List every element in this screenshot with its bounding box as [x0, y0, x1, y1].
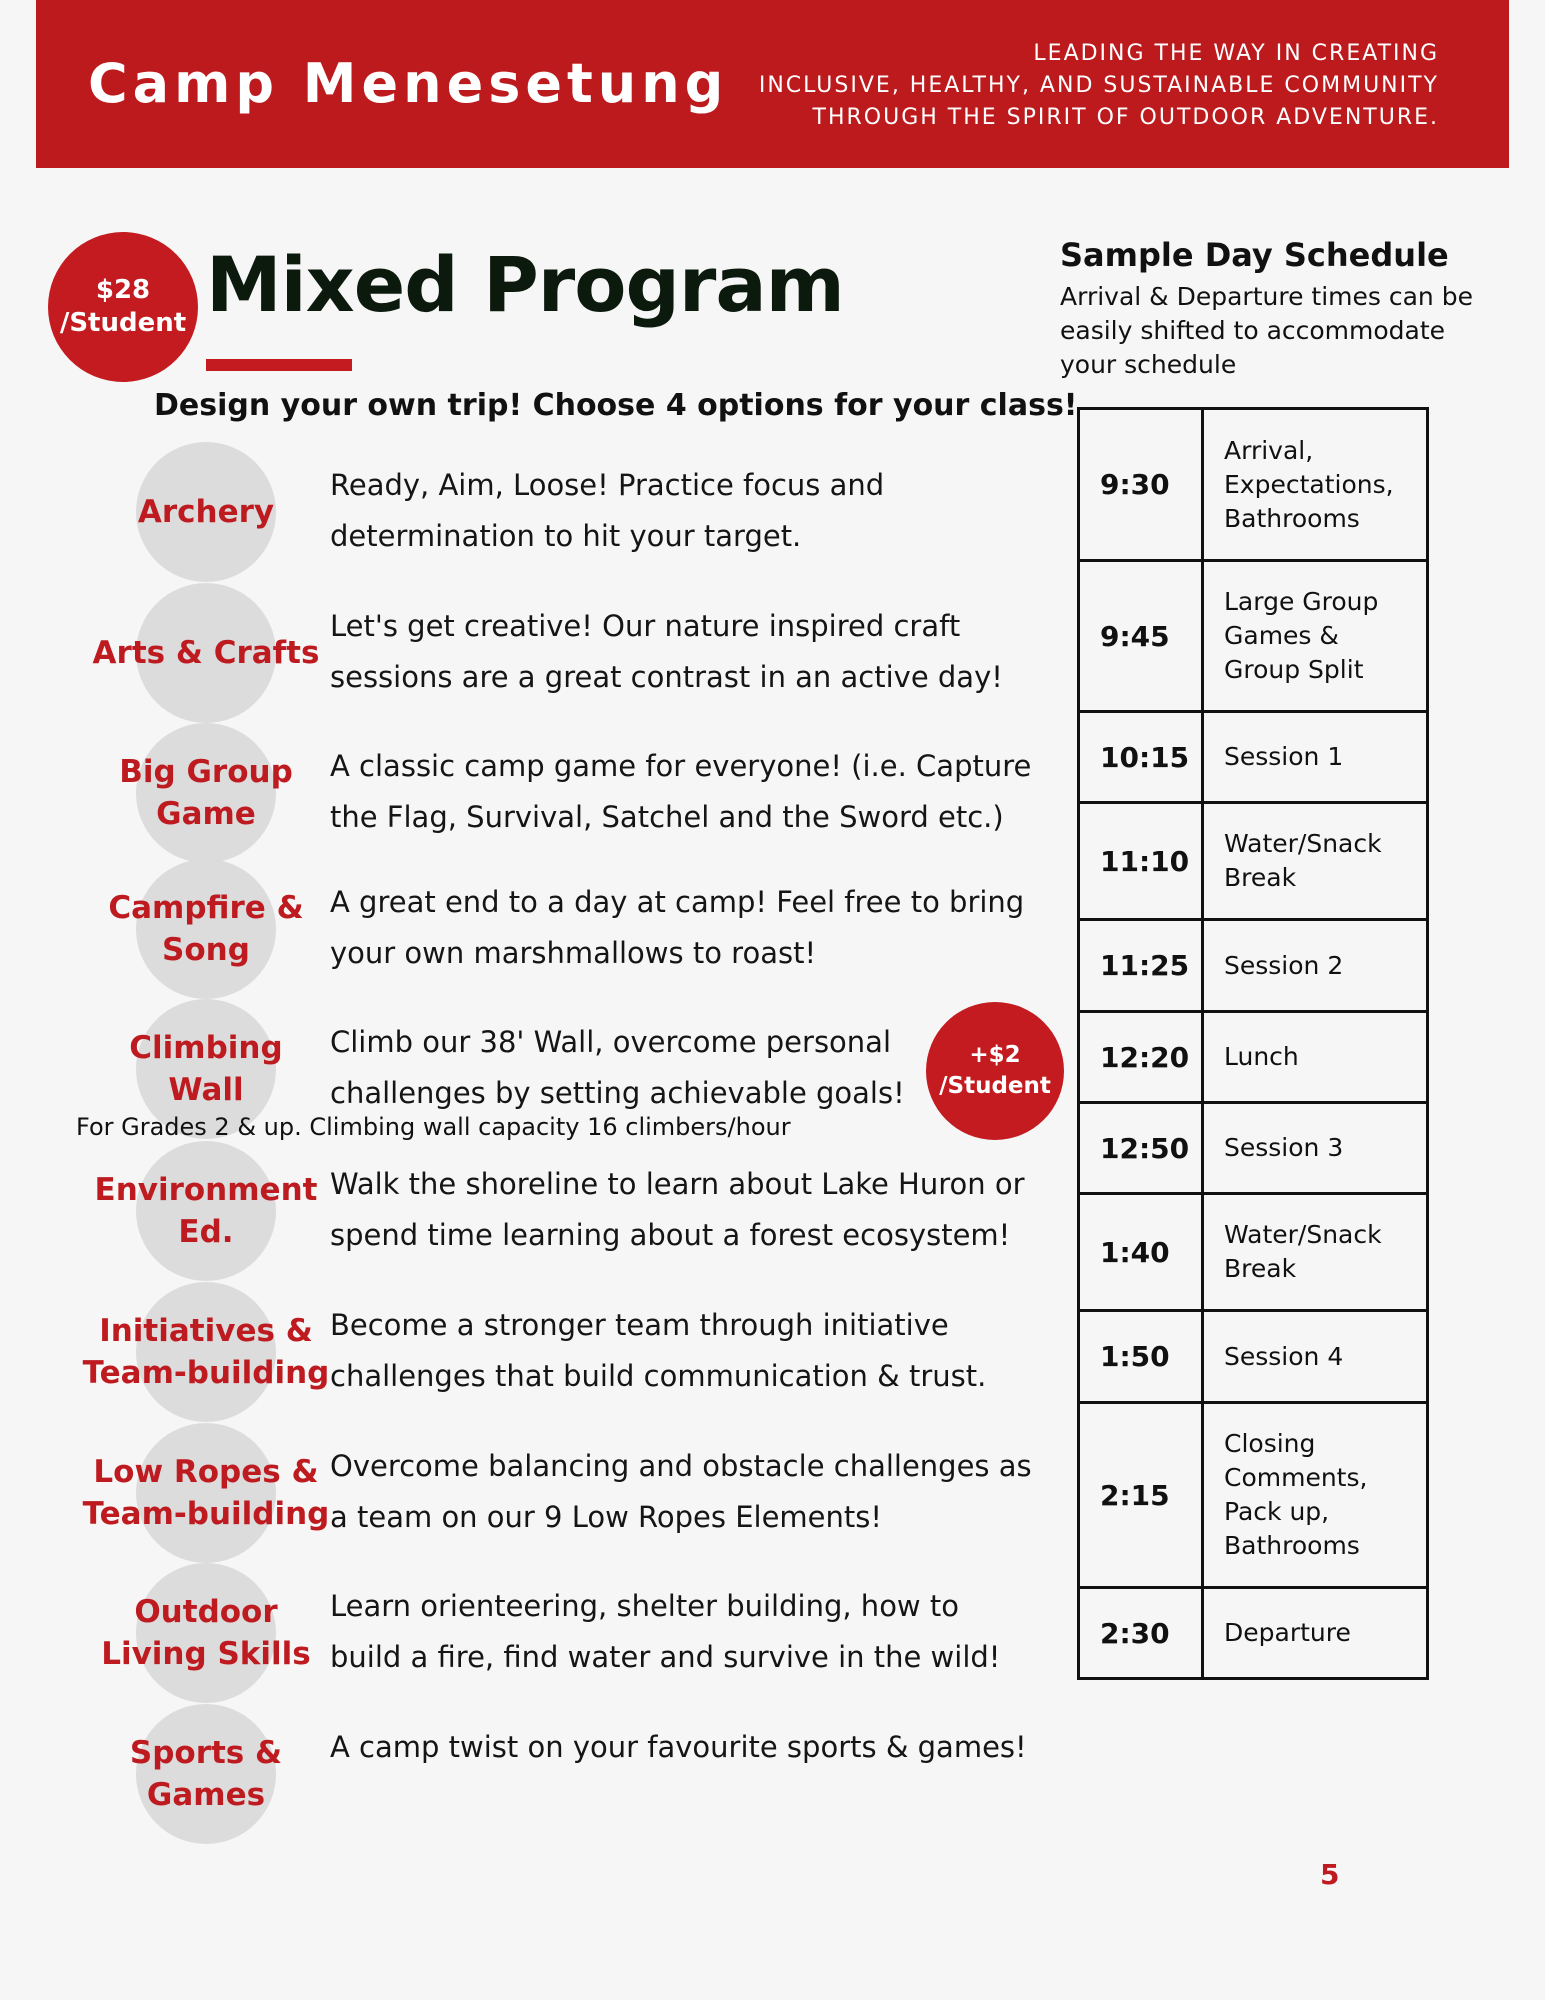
option-name: Archery: [137, 494, 275, 530]
schedule-time: 12:50: [1079, 1103, 1203, 1194]
option-description: Become a stronger team through initiative challenges that build communication & trust.: [330, 1308, 987, 1393]
brand-name: Camp Menesetung: [88, 52, 729, 115]
schedule-activity: Large Group Games & Group Split: [1203, 561, 1428, 712]
schedule-note: Arrival & Departure times can be easily shifted to accommodate your schedule: [1060, 282, 1473, 379]
schedule-time: 9:45: [1079, 561, 1203, 712]
tagline: [759, 38, 1439, 134]
option-description: A classic camp game for everyone! (i.e. Capture the Flag, Survival, Satchel and the Sword etc.): [330, 749, 1032, 834]
schedule-time: 1:50: [1079, 1311, 1203, 1403]
schedule-activity: Session 4: [1203, 1311, 1428, 1403]
option-name: Sports & Games: [129, 1735, 283, 1813]
schedule-row: [1079, 1588, 1428, 1679]
schedule-table: [1077, 407, 1429, 1680]
option-description: Climb our 38' Wall, overcome personal challenges by setting achievable goals!: [330, 1025, 905, 1110]
tagline-line: LEADING THE WAY IN CREATING: [1033, 41, 1439, 66]
option-big-group-game: [0, 723, 1080, 863]
option-description: A great end to a day at camp! Feel free to bring your own marshmallows to roast!: [330, 885, 1025, 970]
program-subtitle: Design your own trip! Choose 4 options for your class!: [154, 388, 1078, 423]
page-number: 5: [1320, 1858, 1340, 1891]
climbing-note: For Grades 2 & up. Climbing wall capacity 16 climbers/hour: [76, 1113, 791, 1141]
option-campfire-song: [0, 859, 1080, 999]
title-underline: [206, 359, 352, 371]
tagline-line: THROUGH THE SPIRIT OF OUTDOOR ADVENTURE.: [812, 105, 1439, 130]
option-outdoor-living: [0, 1563, 1080, 1703]
extra-price-amount: +$2: [969, 1042, 1021, 1068]
schedule-row: [1079, 409, 1428, 561]
option-low-ropes: [0, 1423, 1080, 1563]
schedule-row: [1079, 920, 1428, 1012]
schedule-row: [1079, 1311, 1428, 1403]
schedule-row: [1079, 561, 1428, 712]
schedule-activity: Closing Comments, Pack up, Bathrooms: [1203, 1403, 1428, 1588]
schedule-time: 11:10: [1079, 803, 1203, 920]
page-title: Mixed Program: [206, 240, 844, 329]
schedule-activity: Water/Snack Break: [1203, 1194, 1428, 1311]
schedule-time: 10:15: [1079, 712, 1203, 803]
option-name: Climbing Wall: [129, 1030, 283, 1108]
option-name: Outdoor Living Skills: [101, 1594, 311, 1672]
schedule-time: 12:20: [1079, 1012, 1203, 1103]
option-description: Walk the shoreline to learn about Lake Huron or spend time learning about a forest ecosystem!: [330, 1167, 1025, 1252]
schedule-row: [1079, 1012, 1428, 1103]
option-archery: [0, 442, 1080, 582]
schedule-row: [1079, 803, 1428, 920]
option-name: Campfire & Song: [108, 890, 304, 968]
option-name: Environment Ed.: [94, 1172, 318, 1250]
option-name: Big Group Game: [119, 754, 293, 832]
extra-price-badge: [926, 1002, 1064, 1140]
schedule-time: 1:40: [1079, 1194, 1203, 1311]
price-badge: [48, 232, 198, 382]
schedule-time: 11:25: [1079, 920, 1203, 1012]
option-environment-ed: [0, 1141, 1080, 1281]
schedule-activity: Water/Snack Break: [1203, 803, 1428, 920]
schedule-row: [1079, 1194, 1428, 1311]
option-description: Ready, Aim, Loose! Practice focus and determination to hit your target.: [330, 468, 885, 553]
schedule-activity: Session 1: [1203, 712, 1428, 803]
schedule-row: [1079, 1403, 1428, 1588]
schedule-activity: Departure: [1203, 1588, 1428, 1679]
option-arts-crafts: [0, 583, 1080, 723]
schedule-activity: Session 3: [1203, 1103, 1428, 1194]
schedule-title: Sample Day Schedule: [1060, 236, 1449, 274]
price-unit: /Student: [59, 308, 187, 338]
option-description: A camp twist on your favourite sports & games!: [330, 1730, 1027, 1764]
schedule-activity: Session 2: [1203, 920, 1428, 1012]
extra-price-unit: /Student: [939, 1073, 1051, 1099]
schedule-activity: Arrival, Expectations, Bathrooms: [1203, 409, 1428, 561]
option-name: Low Ropes & Team-building: [82, 1454, 330, 1532]
schedule-row: [1079, 1103, 1428, 1194]
option-name: Initiatives & Team-building: [82, 1313, 330, 1391]
tagline-line: INCLUSIVE, HEALTHY, AND SUSTAINABLE COMMUNITY: [758, 73, 1439, 98]
schedule-activity: Lunch: [1203, 1012, 1428, 1103]
option-name: Arts & Crafts: [92, 635, 320, 671]
option-initiatives: [0, 1282, 1080, 1422]
schedule-row: [1079, 712, 1428, 803]
option-description: Overcome balancing and obstacle challenges as a team on our 9 Low Ropes Elements!: [330, 1449, 1032, 1534]
header-banner: [36, 0, 1509, 168]
schedule-time: 2:15: [1079, 1403, 1203, 1588]
price-amount: $28: [95, 275, 151, 305]
option-description: Let's get creative! Our nature inspired craft sessions are a great contrast in an active day!: [330, 609, 1003, 694]
option-description: Learn orienteering, shelter building, how to build a fire, find water and survive in the wild!: [330, 1589, 1001, 1674]
schedule-time: 2:30: [1079, 1588, 1203, 1679]
option-sports-games: [0, 1704, 1080, 1844]
schedule-time: 9:30: [1079, 409, 1203, 561]
